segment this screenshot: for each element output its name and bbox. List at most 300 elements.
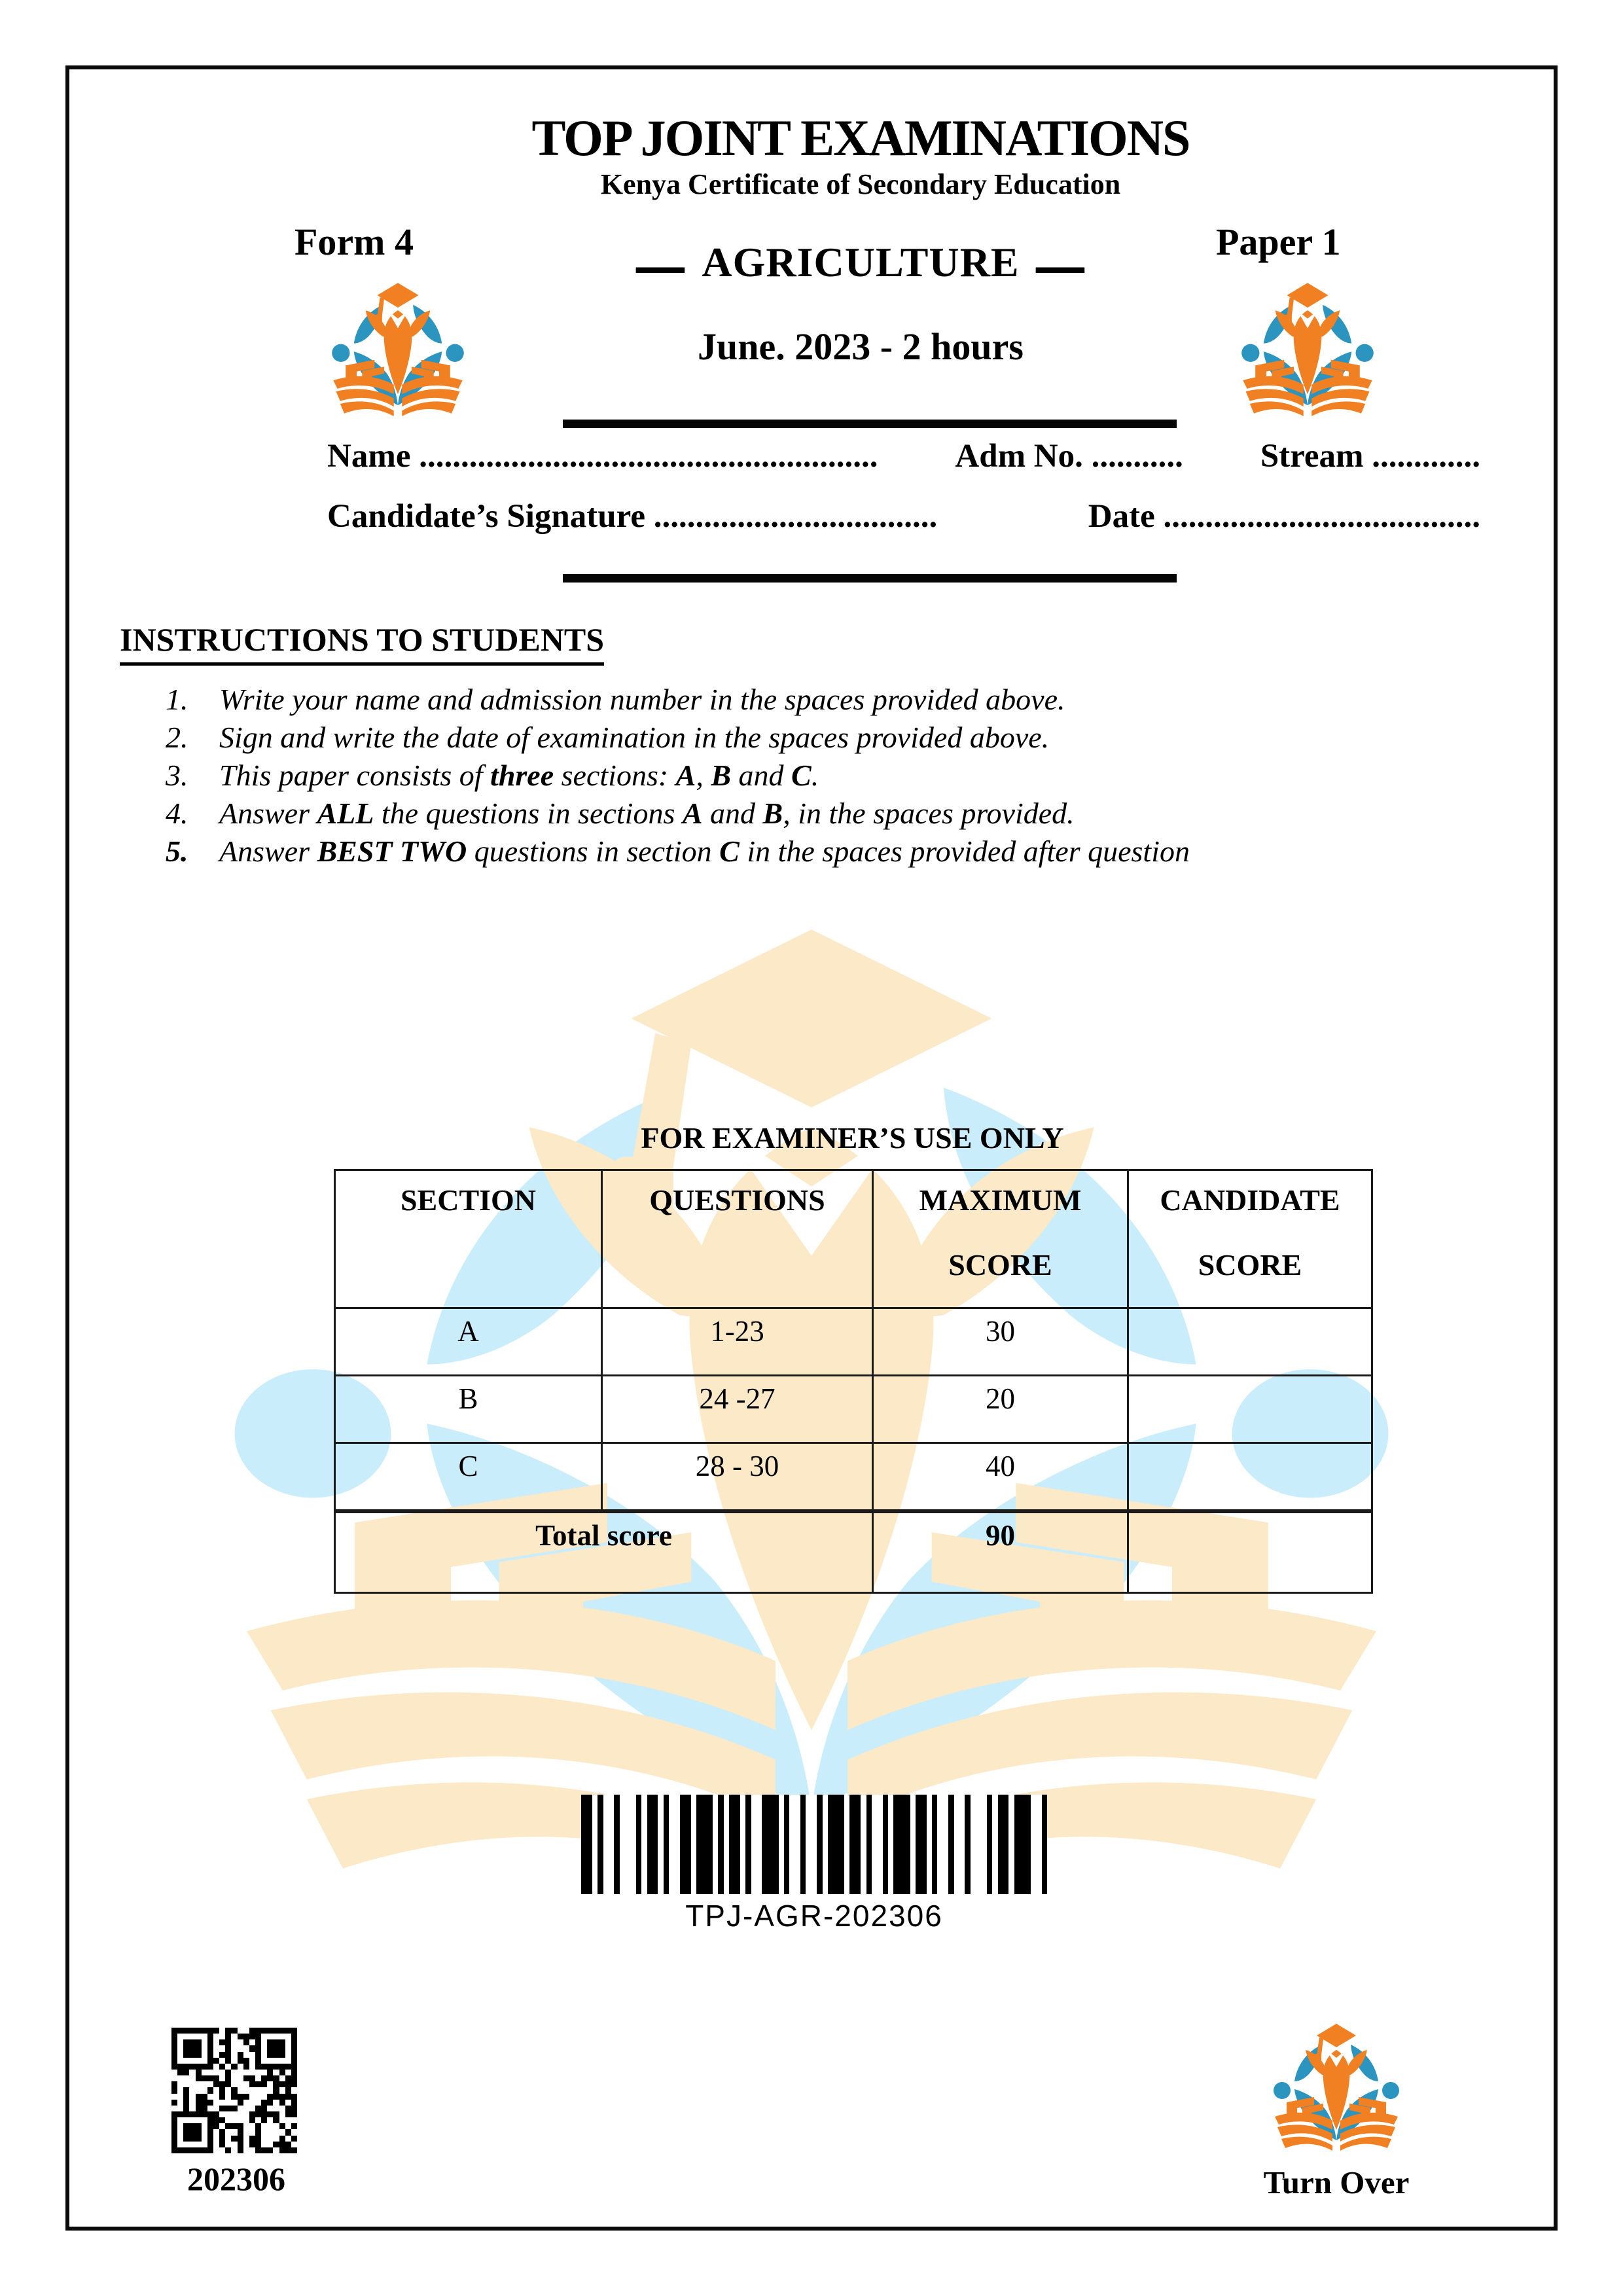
- qr-module: [231, 2106, 237, 2111]
- instruction-item: [166, 719, 1278, 757]
- qr-module: [225, 2106, 231, 2111]
- qr-module: [231, 2045, 237, 2051]
- qr-module: [273, 2129, 279, 2135]
- qr-module: [177, 2028, 183, 2034]
- instructions-list: [166, 681, 1278, 870]
- qr-module: [225, 2058, 231, 2064]
- qr-module: [219, 2136, 225, 2142]
- qr-module: [183, 2039, 189, 2045]
- col-header-candidate-score: CANDIDATE SCORE: [1128, 1170, 1372, 1308]
- qr-module: [183, 2123, 189, 2129]
- qr-module: [267, 2129, 273, 2135]
- barcode-space: [910, 1795, 916, 1894]
- barcode-bar: [998, 1795, 1009, 1894]
- barcode-bar: [729, 1795, 740, 1894]
- qr-module: [171, 2106, 177, 2111]
- candidate-signature-row: [327, 497, 1480, 535]
- qr-module: [196, 2081, 202, 2087]
- qr-module: [225, 2052, 231, 2058]
- qr-module: [261, 2070, 267, 2075]
- qr-module: [213, 2129, 219, 2135]
- instruction-number: 2.: [166, 721, 188, 754]
- qr-module: [273, 2064, 279, 2070]
- date-label: Date: [1088, 498, 1155, 535]
- qr-module: [261, 2129, 267, 2135]
- max-score-cell: 40: [873, 1443, 1128, 1512]
- qr-module: [202, 2045, 207, 2051]
- qr-module: [171, 2064, 177, 2070]
- instruction-text: Write your name and admission number in the spaces provided above.: [219, 683, 1065, 716]
- subject-dash-right: —: [1035, 217, 1085, 306]
- date-write-line: ......................................: [1163, 498, 1480, 535]
- qr-module: [213, 2142, 219, 2147]
- exam-subtitle: Kenya Certificate of Secondary Education: [600, 168, 1121, 200]
- qr-module: [177, 2094, 183, 2100]
- qr-module: [279, 2147, 285, 2153]
- qr-module: [189, 2147, 195, 2153]
- qr-module: [261, 2136, 267, 2142]
- qr-module: [171, 2136, 177, 2142]
- qr-module: [177, 2052, 183, 2058]
- qr-module: [225, 2075, 231, 2081]
- qr-module: [171, 2058, 177, 2064]
- qr-module: [171, 2129, 177, 2135]
- qr-module: [189, 2045, 195, 2051]
- barcode: [581, 1795, 1047, 1894]
- qr-module: [196, 2111, 202, 2117]
- qr-module: [285, 2039, 291, 2045]
- qr-module: [231, 2142, 237, 2147]
- instruction-item: [166, 833, 1278, 870]
- qr-module: [255, 2106, 261, 2111]
- qr-module: [279, 2094, 285, 2100]
- instruction-text: Sign and write the date of examination in the spaces provided above.: [219, 721, 1050, 754]
- qr-module: [249, 2100, 255, 2106]
- qr-module: [238, 2123, 243, 2129]
- qr-module: [183, 2094, 189, 2100]
- instruction-text: Answer BEST TWO questions in section C in the spaces provided after question: [219, 834, 1190, 868]
- qr-module: [231, 2123, 237, 2129]
- qr-module: [196, 2123, 202, 2129]
- qr-module: [255, 2070, 261, 2075]
- adm-no-field: [955, 437, 1183, 475]
- qr-module: [202, 2081, 207, 2087]
- qr-module: [249, 2045, 255, 2051]
- barcode-space: [872, 1795, 883, 1894]
- qr-module: [213, 2058, 219, 2064]
- qr-module: [189, 2142, 195, 2147]
- barcode-value: TPJ-AGR-202306: [685, 1899, 943, 1933]
- barcode-space: [779, 1795, 784, 1894]
- qr-module: [238, 2064, 243, 2070]
- qr-module: [255, 2075, 261, 2081]
- qr-module: [225, 2147, 231, 2153]
- qr-module: [189, 2058, 195, 2064]
- qr-module: [202, 2100, 207, 2106]
- qr-module: [249, 2111, 255, 2117]
- qr-module: [261, 2075, 267, 2081]
- qr-module: [285, 2070, 291, 2075]
- stream-field: [1260, 437, 1480, 475]
- qr-module: [261, 2117, 267, 2123]
- qr-module: [183, 2064, 189, 2070]
- qr-module: [196, 2094, 202, 2100]
- qr-module: [255, 2094, 261, 2100]
- qr-module: [273, 2075, 279, 2081]
- questions-cell: 1-23: [602, 1308, 873, 1376]
- qr-module: [285, 2100, 291, 2106]
- qr-module: [219, 2123, 225, 2129]
- qr-module: [255, 2087, 261, 2093]
- qr-module: [219, 2052, 225, 2058]
- qr-module: [267, 2039, 273, 2045]
- qr-module: [255, 2081, 261, 2087]
- table-row: [335, 1376, 1372, 1443]
- qr-module: [267, 2136, 273, 2142]
- qr-module: [213, 2034, 219, 2039]
- qr-module: [171, 2123, 177, 2129]
- qr-module: [189, 2064, 195, 2070]
- qr-module: [255, 2100, 261, 2106]
- qr-module: [171, 2142, 177, 2147]
- qr-module: [255, 2028, 261, 2034]
- qr-module: [225, 2028, 231, 2034]
- qr-module: [243, 2111, 249, 2117]
- total-label-cell: Total score: [335, 1511, 873, 1593]
- qr-module: [231, 2111, 237, 2117]
- qr-module: [196, 2147, 202, 2153]
- barcode-bar: [664, 1795, 669, 1894]
- qr-module: [279, 2117, 285, 2123]
- qr-module: [291, 2087, 297, 2093]
- qr-module: [285, 2064, 291, 2070]
- barcode-bar: [817, 1795, 822, 1894]
- qr-module: [183, 2028, 189, 2034]
- qr-module: [238, 2081, 243, 2087]
- qr-module: [279, 2100, 285, 2106]
- qr-module: [243, 2087, 249, 2093]
- qr-module: [196, 2039, 202, 2045]
- qr-module: [291, 2052, 297, 2058]
- qr-module: [177, 2123, 183, 2129]
- barcode-bar: [932, 1795, 937, 1894]
- qr-module: [291, 2111, 297, 2117]
- qr-module: [267, 2094, 273, 2100]
- qr-module: [285, 2052, 291, 2058]
- qr-module: [183, 2075, 189, 2081]
- qr-module: [285, 2094, 291, 2100]
- qr-module: [219, 2058, 225, 2064]
- qr-module: [231, 2039, 237, 2045]
- qr-module: [273, 2117, 279, 2123]
- barcode-space: [724, 1795, 729, 1894]
- table-row: [335, 1308, 1372, 1376]
- qr-module: [291, 2117, 297, 2123]
- qr-module: [249, 2106, 255, 2111]
- qr-module: [279, 2136, 285, 2142]
- name-write-line: .......................................................: [419, 438, 878, 475]
- qr-module: [291, 2100, 297, 2106]
- qr-module: [267, 2106, 273, 2111]
- qr-module: [171, 2100, 177, 2106]
- barcode-space: [658, 1795, 663, 1894]
- qr-module: [261, 2028, 267, 2034]
- barcode-space: [806, 1795, 817, 1894]
- qr-module: [207, 2123, 213, 2129]
- barcode-space: [641, 1795, 647, 1894]
- qr-module: [202, 2034, 207, 2039]
- qr-module: [189, 2111, 195, 2117]
- name-label: Name: [327, 438, 411, 475]
- qr-module: [219, 2064, 225, 2070]
- qr-module: [243, 2100, 249, 2106]
- qr-module: [249, 2094, 255, 2100]
- qr-module: [231, 2094, 237, 2100]
- qr-module: [279, 2028, 285, 2034]
- qr-module: [255, 2039, 261, 2045]
- qr-module: [207, 2075, 213, 2081]
- section-cell: C: [335, 1443, 602, 1512]
- qr-module: [225, 2136, 231, 2142]
- qr-module: [231, 2129, 237, 2135]
- qr-module: [267, 2070, 273, 2075]
- qr-module: [243, 2039, 249, 2045]
- qr-module: [231, 2064, 237, 2070]
- qr-module: [273, 2081, 279, 2087]
- qr-module: [183, 2070, 189, 2075]
- signature-write-line: ..................................: [653, 498, 938, 535]
- qr-module: [196, 2117, 202, 2123]
- qr-module: [219, 2034, 225, 2039]
- qr-module: [207, 2087, 213, 2093]
- qr-module: [202, 2142, 207, 2147]
- qr-module: [183, 2034, 189, 2039]
- qr-module: [171, 2094, 177, 2100]
- instruction-text: Answer ALL the questions in sections A and B, in the spaces provided.: [219, 797, 1075, 830]
- page-title: TOP JOINT EXAMINATIONS: [531, 109, 1190, 166]
- qr-module: [285, 2117, 291, 2123]
- col-header-section: SECTION: [335, 1170, 602, 1308]
- qr-module: [238, 2142, 243, 2147]
- barcode-bar: [965, 1795, 970, 1894]
- qr-module: [231, 2087, 237, 2093]
- qr-module: [249, 2136, 255, 2142]
- instructions-heading: INSTRUCTIONS TO STUDENTS: [120, 620, 604, 666]
- barcode-bar: [784, 1795, 789, 1894]
- qr-module: [261, 2142, 267, 2147]
- table-total-row: [335, 1511, 1372, 1593]
- form-label: Form 4: [294, 221, 414, 263]
- qr-module: [219, 2142, 225, 2147]
- qr-module: [255, 2142, 261, 2147]
- section-cell: B: [335, 1376, 602, 1443]
- qr-module: [183, 2117, 189, 2123]
- qr-module: [243, 2052, 249, 2058]
- qr-module: [273, 2034, 279, 2039]
- qr-module: [219, 2100, 225, 2106]
- qr-module: [285, 2106, 291, 2111]
- qr-module: [249, 2075, 255, 2081]
- barcode-space: [751, 1795, 762, 1894]
- barcode-space: [954, 1795, 965, 1894]
- qr-module: [238, 2028, 243, 2034]
- barcode-bar: [636, 1795, 641, 1894]
- qr-module: [261, 2034, 267, 2039]
- qr-module: [291, 2142, 297, 2147]
- qr-module: [285, 2147, 291, 2153]
- qr-module: [189, 2039, 195, 2045]
- qr-module: [225, 2142, 231, 2147]
- qr-module: [189, 2136, 195, 2142]
- qr-module: [213, 2147, 219, 2153]
- qr-module: [249, 2064, 255, 2070]
- questions-cell: 28 - 30: [602, 1443, 873, 1512]
- qr-module: [189, 2075, 195, 2081]
- qr-module: [219, 2075, 225, 2081]
- barcode-space: [971, 1795, 987, 1894]
- qr-module: [267, 2058, 273, 2064]
- signature-field: [327, 497, 937, 535]
- qr-module: [238, 2147, 243, 2153]
- qr-module: [243, 2123, 249, 2129]
- qr-module: [207, 2129, 213, 2135]
- qr-module: [171, 2075, 177, 2081]
- instruction-number: 3.: [166, 759, 188, 792]
- qr-module: [285, 2075, 291, 2081]
- table-row: [335, 1443, 1372, 1512]
- qr-module: [255, 2117, 261, 2123]
- qr-module: [231, 2058, 237, 2064]
- qr-module: [202, 2070, 207, 2075]
- qr-module: [225, 2094, 231, 2100]
- instruction-item: [166, 795, 1278, 833]
- qr-module: [267, 2147, 273, 2153]
- qr-module: [261, 2045, 267, 2051]
- qr-module: [267, 2034, 273, 2039]
- qr-module: [189, 2100, 195, 2106]
- qr-module: [273, 2106, 279, 2111]
- qr-module: [196, 2034, 202, 2039]
- signature-label: Candidate’s Signature: [327, 498, 645, 535]
- barcode-space: [592, 1795, 597, 1894]
- qr-module: [279, 2039, 285, 2045]
- qr-module: [171, 2081, 177, 2087]
- qr-module: [285, 2136, 291, 2142]
- qr-module: [177, 2147, 183, 2153]
- qr-module: [238, 2129, 243, 2135]
- qr-module: [213, 2081, 219, 2087]
- qr-module: [243, 2064, 249, 2070]
- qr-module: [207, 2142, 213, 2147]
- qr-module: [177, 2070, 183, 2075]
- qr-module: [202, 2064, 207, 2070]
- barcode-space: [620, 1795, 636, 1894]
- qr-module: [202, 2052, 207, 2058]
- instruction-number: 1.: [166, 683, 188, 716]
- qr-module: [196, 2136, 202, 2142]
- qr-module: [225, 2111, 231, 2117]
- qr-module: [267, 2111, 273, 2117]
- qr-module: [189, 2028, 195, 2034]
- qr-module: [249, 2070, 255, 2075]
- qr-module: [238, 2052, 243, 2058]
- instruction-number: 5.: [166, 834, 188, 868]
- qr-module: [243, 2129, 249, 2135]
- qr-module: [207, 2052, 213, 2058]
- qr-module: [291, 2075, 297, 2081]
- qr-module: [273, 2045, 279, 2051]
- qr-module: [207, 2094, 213, 2100]
- qr-module: [171, 2034, 177, 2039]
- qr-module: [279, 2064, 285, 2070]
- qr-module: [177, 2058, 183, 2064]
- qr-module: [238, 2058, 243, 2064]
- barcode-bar: [647, 1795, 658, 1894]
- qr-module: [171, 2028, 177, 2034]
- qr-module: [171, 2147, 177, 2153]
- qr-module: [291, 2147, 297, 2153]
- qr-module: [249, 2129, 255, 2135]
- qr-module: [183, 2100, 189, 2106]
- qr-module: [249, 2117, 255, 2123]
- qr-module: [196, 2129, 202, 2135]
- qr-module: [177, 2075, 183, 2081]
- qr-module: [279, 2070, 285, 2075]
- qr-module: [238, 2039, 243, 2045]
- qr-module: [267, 2064, 273, 2070]
- barcode-bar: [762, 1795, 778, 1894]
- qr-module: [213, 2123, 219, 2129]
- qr-module: [249, 2147, 255, 2153]
- examiner-table: [334, 1169, 1373, 1594]
- barcode-bar: [800, 1795, 806, 1894]
- qr-module: [213, 2064, 219, 2070]
- qr-module: [183, 2081, 189, 2087]
- qr-module: [189, 2081, 195, 2087]
- qr-module: [225, 2123, 231, 2129]
- barcode-bar: [597, 1795, 603, 1894]
- instructions-section: [120, 620, 604, 666]
- qr-module: [273, 2028, 279, 2034]
- barcode-space: [927, 1795, 932, 1894]
- qr-module: [291, 2123, 297, 2129]
- qr-module: [202, 2075, 207, 2081]
- qr-module: [207, 2034, 213, 2039]
- candidate-name-row: [327, 437, 1480, 475]
- barcode-bar: [1042, 1795, 1047, 1894]
- qr-module: [202, 2129, 207, 2135]
- qr-module: [291, 2129, 297, 2135]
- qr-module: [177, 2081, 183, 2087]
- qr-module: [231, 2075, 237, 2081]
- barcode-bar: [680, 1795, 691, 1894]
- qr-module: [243, 2081, 249, 2087]
- qr-module: [202, 2136, 207, 2142]
- qr-module: [177, 2106, 183, 2111]
- qr-module: [243, 2070, 249, 2075]
- qr-module: [177, 2117, 183, 2123]
- qr-module: [189, 2087, 195, 2093]
- qr-module: [291, 2064, 297, 2070]
- qr-module: [183, 2045, 189, 2051]
- qr-module: [261, 2123, 267, 2129]
- qr-module: [207, 2100, 213, 2106]
- qr-module: [291, 2094, 297, 2100]
- qr-module: [273, 2094, 279, 2100]
- qr-module: [207, 2117, 213, 2123]
- section-cell: A: [335, 1308, 602, 1376]
- qr-module: [267, 2123, 273, 2129]
